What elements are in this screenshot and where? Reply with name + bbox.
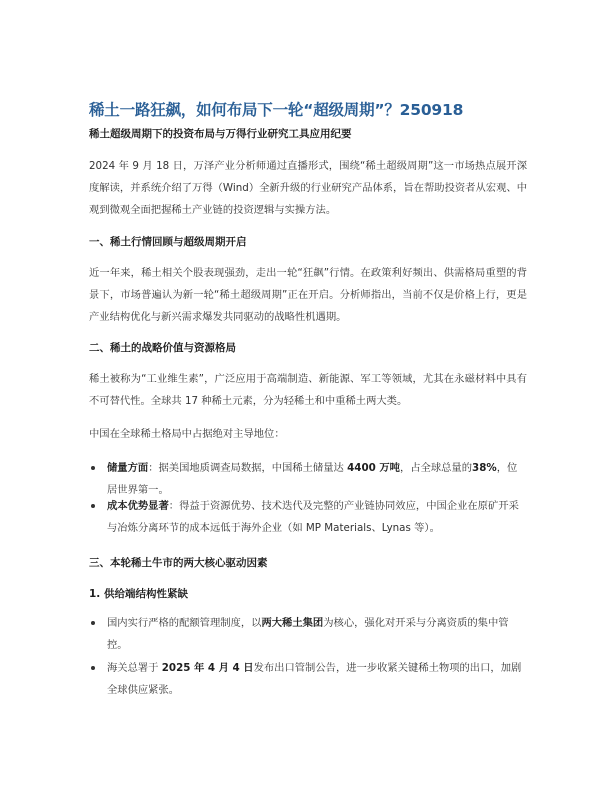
section-1-heading: 一、稀土行情回顾与超级周期开启: [89, 236, 247, 248]
document-subtitle: 稀土超级周期下的投资布局与万得行业研究工具应用纪要: [89, 128, 352, 140]
bullet-text: 国内实行严格的配额管理制度，以: [107, 617, 262, 629]
bullet-label: 成本优势显著: [107, 500, 169, 512]
list-item: [89, 657, 527, 701]
bullet-text: ：得益于资源优势、技术迭代及完整的产业链协同效应，中国企业在原矿开采与冶炼分离环节的成本远低于海外企业（如 MP Materials、Lynas 等）。: [107, 500, 519, 534]
list-item: [89, 495, 527, 539]
list-item: [89, 612, 527, 656]
section-2-body: 稀土被称为“工业维生素”，广泛应用于高端制造、新能源、军工等领域，尤其在永磁材料中具有不可替代性。全球共 17 种稀土元素，分为轻稀土和中重稀土两大类。: [89, 373, 527, 407]
bullet-icon: [91, 466, 95, 470]
bullet-label: 储量方面: [107, 462, 149, 474]
document-title: 稀土一路狂飙，如何布局下一轮“超级周期”？250918: [89, 101, 464, 119]
section-2-heading: 二、稀土的战略价值与资源格局: [89, 342, 236, 354]
section-3-subheading: 1. 供给端结构性紧缺: [89, 588, 188, 600]
section-3-heading: 三、本轮稀土牛市的两大核心驱动因素: [89, 557, 268, 569]
bullet-text: 发布出口管制公告，进一步收紧关键稀土物项的出口，加剧全球供应紧张。: [107, 662, 522, 696]
bullet-text: ，占全球总量的: [399, 462, 473, 474]
section-2-lead: 中国在全球稀土格局中占据绝对主导地位：: [89, 428, 285, 440]
bullet-strong: 2025 年 4 月 4 日: [161, 662, 254, 674]
bullet-icon: [91, 666, 95, 670]
bullet-text: 海关总署于: [107, 662, 162, 674]
bullet-strong: 38%: [472, 462, 497, 474]
bullet-strong: 两大稀土集团: [261, 617, 324, 629]
bullet-icon: [91, 621, 95, 625]
bullet-strong: 4400 万吨: [347, 462, 400, 474]
bullet-icon: [91, 504, 95, 508]
bullet-text: ：据美国地质调查局数据，中国稀土储量达: [148, 462, 348, 474]
intro-paragraph: 2024 年 9 月 18 日，万泽产业分析师通过直播形式，围绕“稀土超级周期”这一市场热点展开深度解读，并系统介绍了万得（Wind）全新升级的行业研究产品体系，旨在帮助投资者从宏观、中观到微观全面把握稀土产业链的投资逻辑与实操方法。: [89, 160, 527, 216]
bullet-text: ，位居世界第一。: [107, 462, 518, 496]
bullet-text: 为核心，强化对开采与分离资质的集中管控。: [107, 617, 509, 651]
section-1-body: 近一年来，稀土相关个股表现强劲，走出一轮“狂飙”行情。在政策利好频出、供需格局重塑的背景下，市场普遍认为新一轮“稀土超级周期”正在开启。分析师指出，当前不仅是价格上行，更是产业结构优化与新兴需求爆发共同驱动的战略性机遇期。: [89, 267, 527, 323]
